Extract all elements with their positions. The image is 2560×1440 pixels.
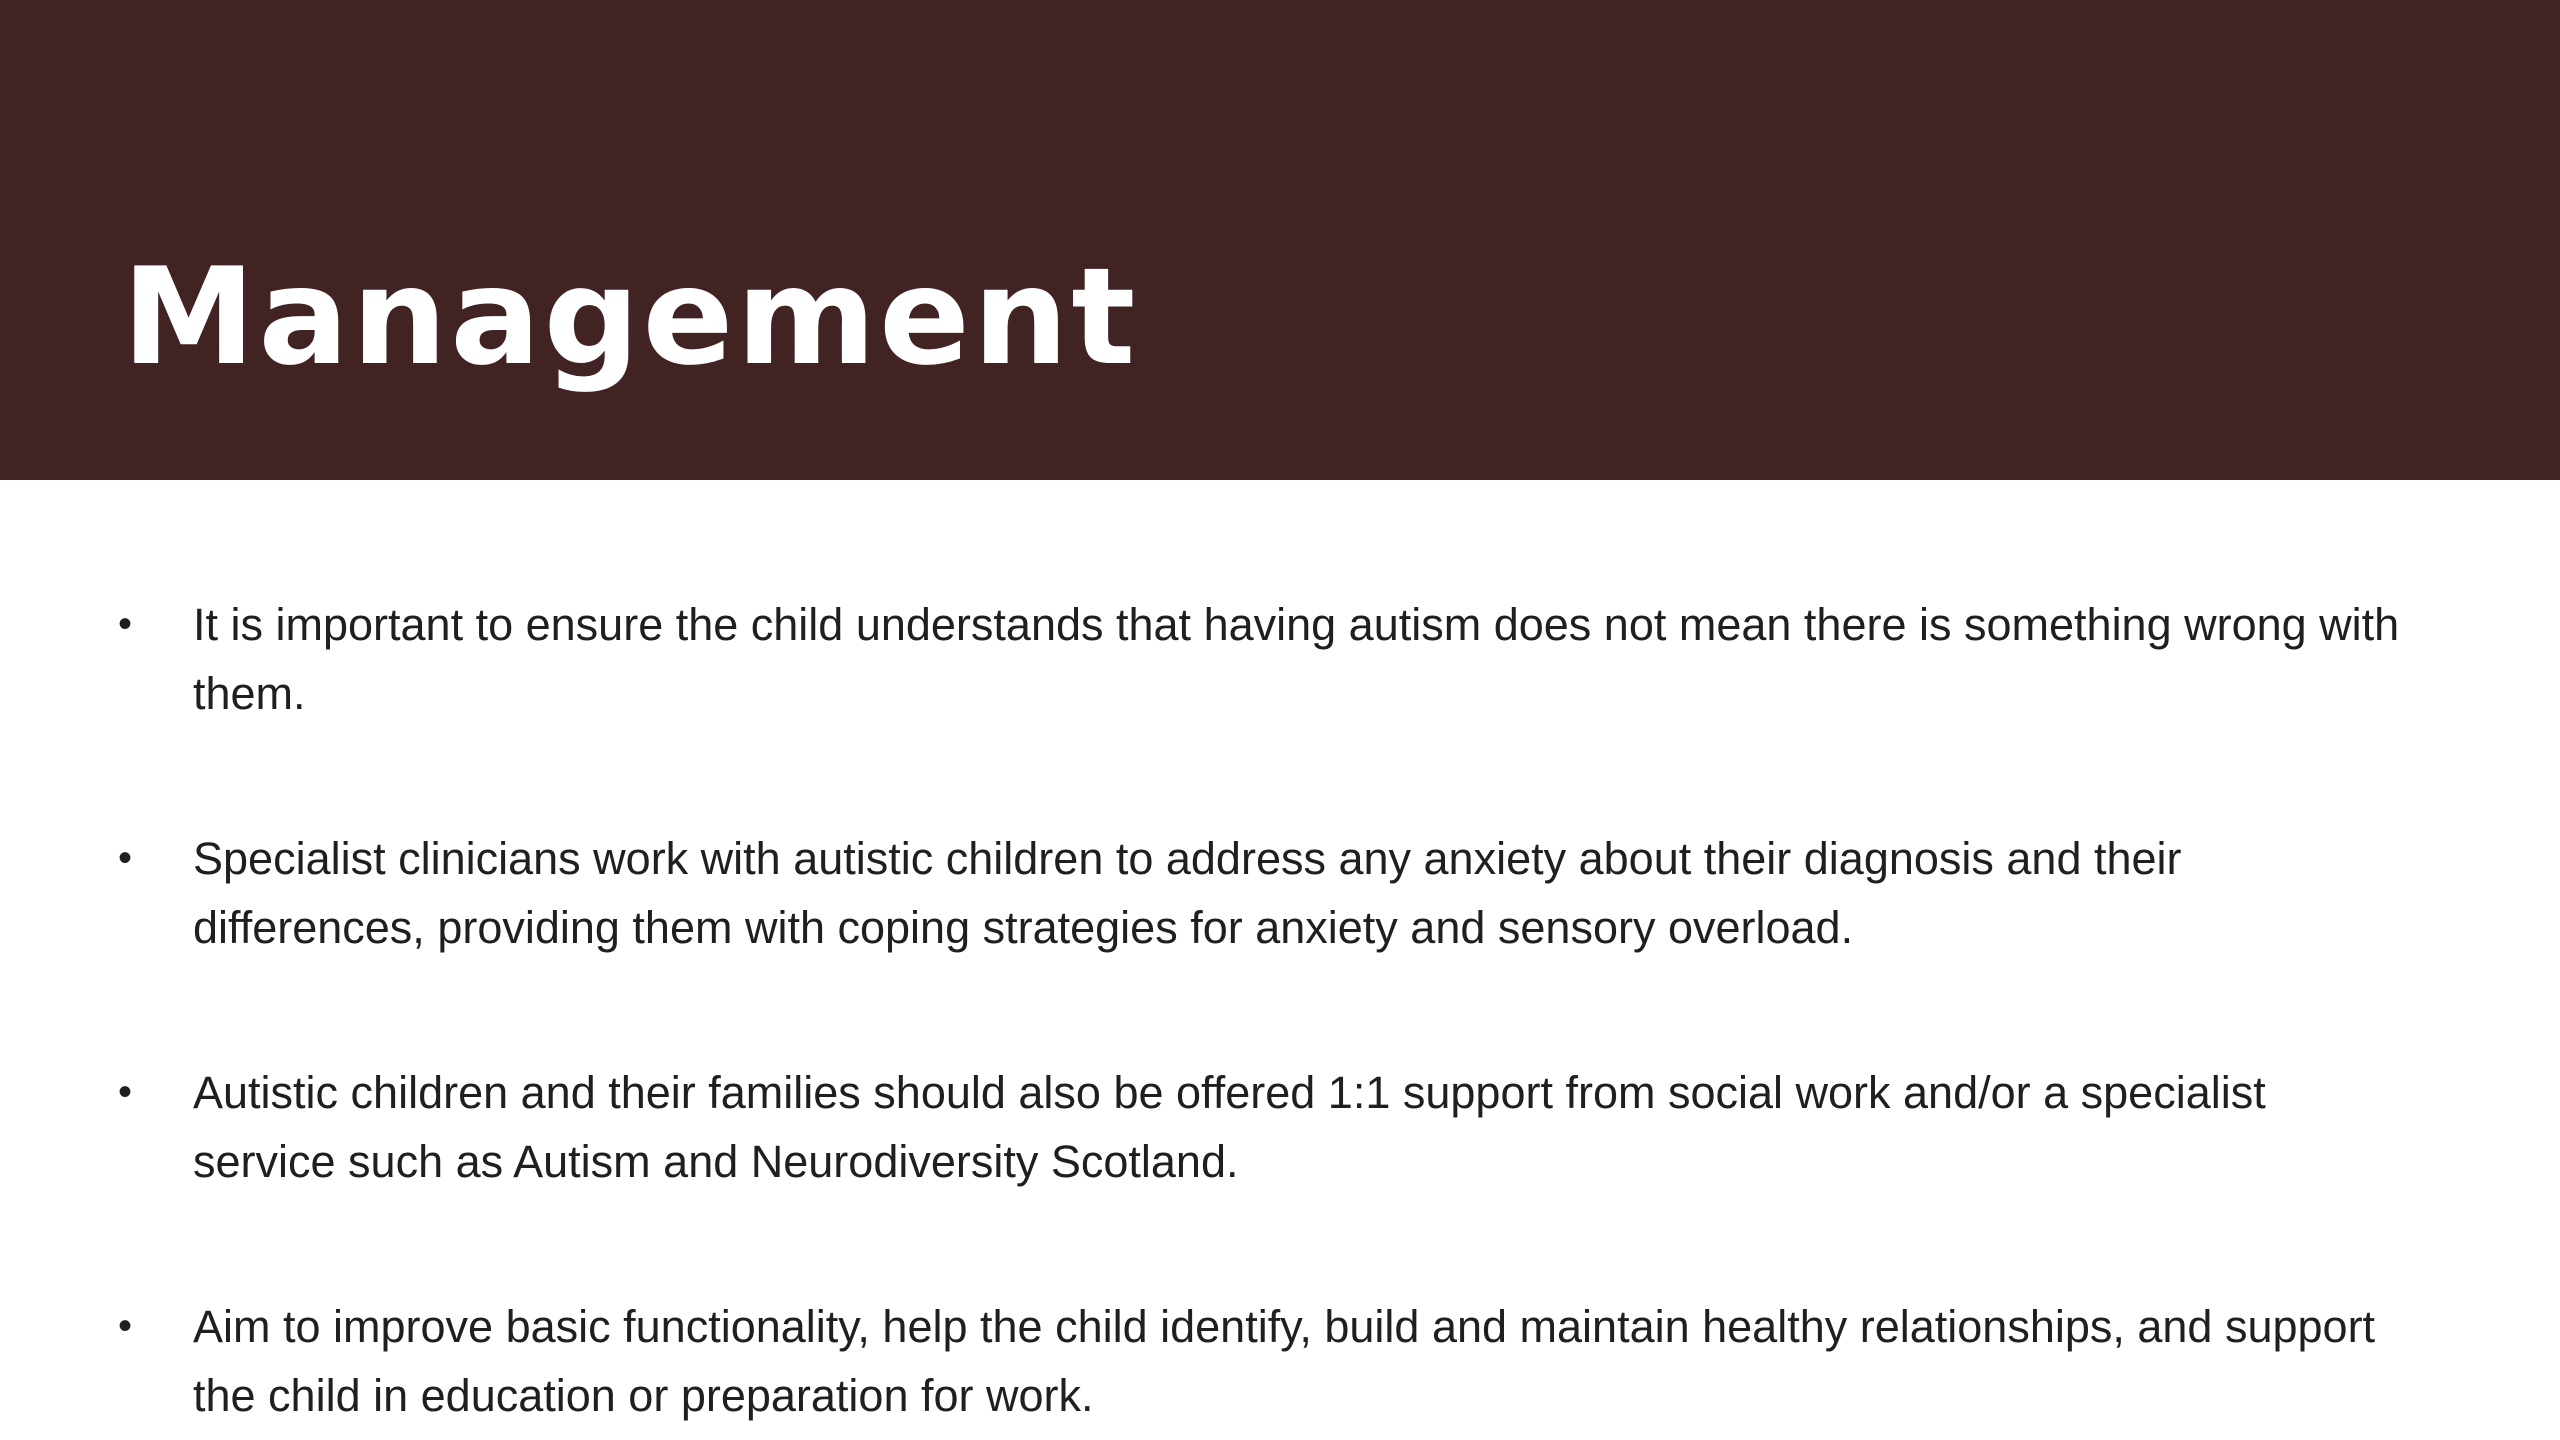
slide-title: Management: [122, 239, 1139, 395]
bullet-text: Specialist clinicians work with autistic children to address any anxiety about their diagnosis and their differences, providing them with coping strategies for anxiety and sensory overload.: [193, 833, 2182, 953]
bullet-item: [118, 1058, 2418, 1196]
bullet-list: [118, 590, 2418, 1430]
bullet-text: Aim to improve basic functionality, help the child identify, build and maintain healthy relationships, and support the child in education or preparation for work.: [193, 1301, 2376, 1421]
bullet-text: Autistic children and their families should also be offered 1:1 support from social work and/or a specialist service such as Autism and Neurodiversity Scotland.: [193, 1067, 2266, 1187]
header-band: [0, 0, 2560, 480]
bullet-text: It is important to ensure the child understands that having autism does not mean there is something wrong with them.: [193, 599, 2400, 719]
bullet-item: [118, 590, 2418, 728]
bullet-item: [118, 1292, 2418, 1430]
bullet-dot-icon: •: [118, 836, 133, 880]
bullet-item: [118, 824, 2418, 962]
bullet-dot-icon: •: [118, 602, 133, 646]
bullet-dot-icon: •: [118, 1304, 133, 1348]
bullet-dot-icon: •: [118, 1070, 133, 1114]
